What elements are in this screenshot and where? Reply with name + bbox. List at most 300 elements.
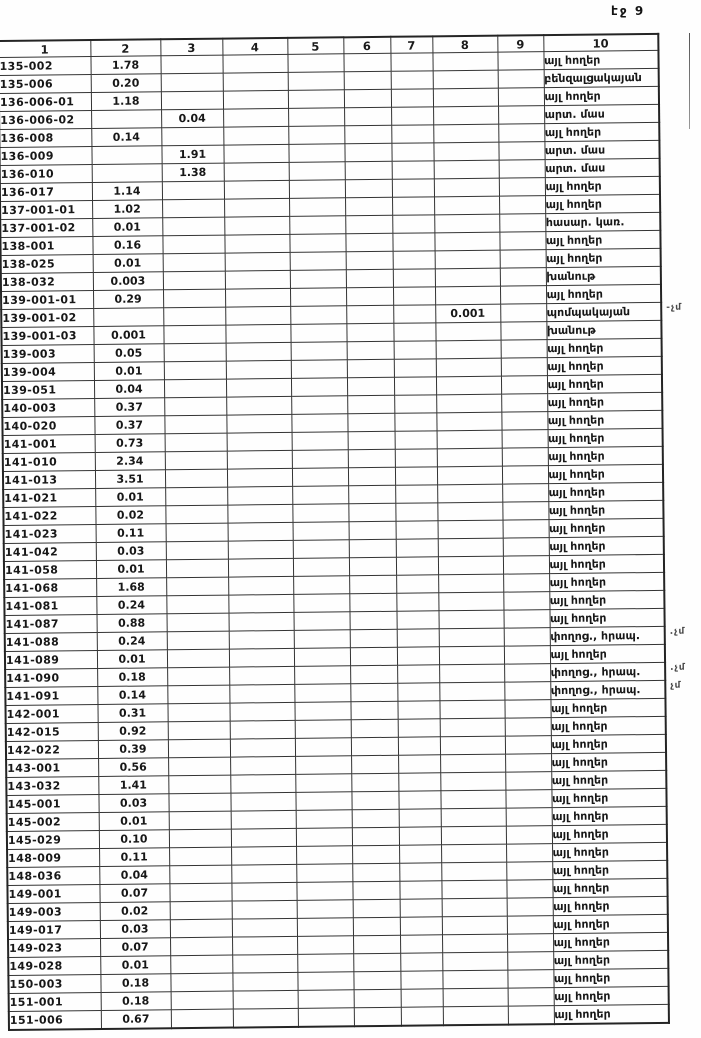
table-cell: [351, 773, 398, 792]
table-cell: [227, 468, 292, 487]
table-cell: [226, 414, 291, 433]
table-cell: [501, 358, 547, 376]
table-cell: [501, 412, 547, 430]
table-cell: [223, 90, 288, 109]
table-cell: [392, 161, 434, 179]
table-cell: [441, 808, 506, 827]
table-cell: 141-087: [5, 615, 97, 634]
table-cell: այլ հողեր: [553, 968, 668, 987]
table-cell: 138-032: [1, 273, 93, 292]
table-cell: այլ հողեր: [552, 806, 667, 825]
table-cell: [395, 503, 437, 521]
table-cell: այլ հողեր: [551, 734, 666, 753]
table-cell: 149-001: [7, 885, 99, 904]
table-cell: [436, 394, 501, 413]
table-cell: [354, 1007, 401, 1026]
table-cell: [349, 539, 396, 558]
table-cell: 143-001: [6, 759, 98, 778]
table-cell: այլ հողեր: [553, 896, 668, 915]
table-cell: [502, 430, 548, 448]
table-cell: [503, 574, 549, 592]
table-cell: [504, 628, 550, 646]
table-cell: [434, 160, 499, 179]
table-cell: 0.18: [100, 974, 170, 993]
table-cell: [440, 790, 505, 809]
table-cell: 0.003: [93, 272, 163, 291]
table-cell: [293, 576, 349, 595]
table-cell: [400, 899, 442, 917]
table-cell: 141-042: [4, 543, 96, 562]
table-cell: [297, 954, 353, 973]
table-cell: [294, 666, 350, 685]
table-cell: 0.04: [99, 866, 169, 885]
table-cell: 141-068: [4, 579, 96, 598]
table-cell: [295, 756, 351, 775]
table-cell: [348, 503, 395, 522]
table-cell: [231, 864, 296, 883]
table-cell: [504, 700, 550, 718]
table-cell: 0.01: [96, 560, 166, 579]
table-body: [0, 50, 669, 1030]
table-cell: [227, 504, 292, 523]
table-cell: [232, 972, 297, 991]
table-cell: այլ հողեր: [548, 464, 663, 483]
table-cell: [394, 341, 436, 359]
table-cell: այլ հողեր: [551, 716, 666, 735]
table-cell: [353, 917, 400, 936]
table-cell: [226, 342, 291, 361]
table-cell: [162, 235, 224, 254]
table-cell: [397, 647, 439, 665]
table-cell: [292, 504, 348, 523]
table-cell: 0.04: [94, 380, 164, 399]
table-cell: 142-022: [6, 741, 98, 760]
table-cell: [397, 629, 439, 647]
table-cell: [230, 738, 295, 757]
table-cell: [288, 108, 344, 127]
table-cell: [508, 988, 554, 1006]
table-cell: [344, 125, 391, 144]
table-cell: [503, 556, 549, 574]
table-cell: [398, 755, 440, 773]
table-cell: [353, 899, 400, 918]
table-cell: [344, 107, 391, 126]
table-cell: 0.01: [97, 650, 167, 669]
table-cell: [499, 160, 545, 178]
table-cell: 0.31: [97, 704, 167, 723]
table-cell: [499, 232, 545, 250]
table-cell: [432, 52, 497, 71]
table-cell: 1.18: [91, 92, 161, 111]
table-cell: այլ հողեր: [547, 410, 662, 429]
table-cell: [499, 196, 545, 214]
table-cell: [296, 882, 352, 901]
table-cell: բենզալցակայան: [544, 68, 659, 87]
table-cell: [437, 430, 502, 449]
table-cell: 1.78: [90, 56, 160, 75]
table-cell: [231, 882, 296, 901]
table-cell: 0.20: [91, 74, 161, 93]
table-cell: [507, 898, 553, 916]
table-cell: այլ հողեր: [549, 536, 664, 555]
table-cell: [223, 72, 288, 91]
table-cell: [441, 844, 506, 863]
table-cell: [294, 630, 350, 649]
table-cell: [165, 469, 227, 488]
table-cell: 0.24: [97, 632, 167, 651]
table-cell: այլ հողեր: [549, 554, 664, 573]
table-cell: [232, 900, 297, 919]
table-cell: [166, 577, 228, 596]
table-cell: պոմպակայան: [546, 302, 661, 321]
table-cell: [167, 685, 229, 704]
table-cell: [297, 900, 353, 919]
table-cell: [391, 89, 433, 107]
table-cell: 139-051: [2, 381, 94, 400]
table-cell: [401, 989, 443, 1007]
table-cell: [226, 396, 291, 415]
table-cell: [230, 774, 295, 793]
table-cell: [500, 304, 546, 322]
table-cell: [346, 305, 393, 324]
table-cell: [168, 739, 230, 758]
column-header-10: 10: [543, 34, 658, 52]
table-cell: [438, 520, 503, 539]
table-cell: [349, 593, 396, 612]
table-cell: 0.16: [92, 236, 162, 255]
table-cell: 0.18: [97, 668, 167, 687]
table-cell: [500, 322, 546, 340]
table-cell: [350, 701, 397, 720]
table-cell: [352, 827, 399, 846]
table-cell: [440, 772, 505, 791]
table-cell: [507, 970, 553, 988]
table-cell: [347, 395, 394, 414]
handwritten-margin-note: .չմ: [669, 626, 686, 637]
table-cell: [398, 773, 440, 791]
table-cell: [289, 162, 345, 181]
scan-edge-line: [689, 33, 690, 129]
table-cell: [394, 377, 436, 395]
table-cell: [353, 953, 400, 972]
table-cell: [393, 269, 435, 287]
table-cell: [226, 360, 291, 379]
table-cell: [438, 556, 503, 575]
table-cell: [504, 664, 550, 682]
table-cell: [346, 287, 393, 306]
table-cell: այլ հողեր: [552, 860, 667, 879]
table-cell: [440, 718, 505, 737]
table-cell: [233, 1008, 298, 1027]
table-cell: [400, 971, 442, 989]
table-cell: [400, 917, 442, 935]
table-cell: 0.56: [98, 758, 168, 777]
table-cell: 135-006: [0, 75, 91, 94]
table-cell: [498, 124, 544, 142]
table-cell: 139-001-01: [1, 291, 93, 310]
table-cell: [292, 432, 348, 451]
table-cell: [504, 646, 550, 664]
table-cell: [295, 774, 351, 793]
table-cell: 0.11: [96, 524, 166, 543]
table-cell: [290, 306, 346, 325]
table-cell: [288, 72, 344, 91]
table-cell: [349, 521, 396, 540]
table-cell: 0.37: [94, 398, 164, 417]
table-cell: [229, 612, 294, 631]
table-cell: [434, 232, 499, 251]
table-cell: արտ. մաս: [545, 158, 660, 177]
table-cell: [297, 936, 353, 955]
table-cell: [164, 361, 226, 380]
column-header-4: 4: [222, 38, 287, 55]
table-cell: [298, 990, 354, 1009]
table-cell: [504, 682, 550, 700]
column-header-8: 8: [432, 36, 497, 53]
table-cell: այլ հողեր: [543, 50, 658, 69]
table-cell: [161, 91, 223, 110]
table-cell: [93, 308, 163, 327]
table-cell: [163, 325, 225, 344]
table-cell: [349, 575, 396, 594]
table-cell: [440, 736, 505, 755]
table-cell: [344, 71, 391, 90]
table-cell: [435, 268, 500, 287]
table-cell: [166, 559, 228, 578]
table-cell: [164, 397, 226, 416]
table-cell: այլ հողեր: [548, 446, 663, 465]
table-cell: 0.29: [93, 290, 163, 309]
table-cell: այլ հողեր: [545, 194, 660, 213]
table-cell: [396, 593, 438, 611]
table-cell: 136-017: [0, 183, 92, 202]
table-cell: այլ հողեր: [553, 914, 668, 933]
table-cell: [295, 738, 351, 757]
table-cell: [395, 449, 437, 467]
table-cell: [399, 863, 441, 881]
table-cell: [227, 486, 292, 505]
table-cell: [293, 594, 349, 613]
table-cell: [347, 359, 394, 378]
table-cell: [505, 754, 551, 772]
table-cell: [229, 666, 294, 685]
table-cell: [398, 737, 440, 755]
table-cell: [395, 485, 437, 503]
table-cell: [399, 809, 441, 827]
table-cell: հասար. կառ.: [545, 212, 660, 231]
table-cell: [224, 162, 289, 181]
table-cell: [433, 124, 498, 143]
table-cell: 0.07: [99, 884, 169, 903]
table-cell: [161, 73, 223, 92]
column-header-7: 7: [390, 36, 432, 53]
table-cell: [225, 306, 290, 325]
table-cell: 141-001: [3, 435, 95, 454]
table-cell: [396, 539, 438, 557]
table-cell: [229, 684, 294, 703]
table-cell: [498, 142, 544, 160]
table-cell: 0.01: [99, 812, 169, 831]
table-cell: [291, 414, 347, 433]
table-cell: [499, 214, 545, 232]
table-cell: [289, 198, 345, 217]
table-cell: 136-008: [0, 129, 91, 148]
table-cell: 0.07: [100, 938, 170, 957]
table-cell: [392, 215, 434, 233]
handwritten-margin-note: .չմ: [670, 662, 686, 673]
table-cell: 1.68: [96, 578, 166, 597]
table-cell: 0.03: [96, 542, 166, 561]
table-cell: [231, 828, 296, 847]
table-cell: [393, 287, 435, 305]
table-cell: [294, 648, 350, 667]
table-cell: [396, 575, 438, 593]
column-header-2: 2: [90, 39, 160, 56]
table-cell: [506, 844, 552, 862]
table-cell: 1.91: [161, 145, 223, 164]
table-cell: [229, 702, 294, 721]
table-cell: [436, 358, 501, 377]
table-cell: 0.03: [100, 920, 170, 939]
table-cell: 135-002: [0, 57, 91, 76]
table-cell: [397, 683, 439, 701]
table-cell: այլ հողեր: [549, 518, 664, 537]
table-cell: 141-088: [5, 633, 97, 652]
table-cell: [440, 754, 505, 773]
table-cell: [223, 108, 288, 127]
table-cell: 140-020: [2, 417, 94, 436]
table-cell: [227, 432, 292, 451]
table-cell: [398, 719, 440, 737]
table-cell: [296, 846, 352, 865]
table-cell: [163, 253, 225, 272]
table-cell: [228, 576, 293, 595]
table-cell: խանութ: [546, 266, 661, 285]
table-cell: 149-028: [8, 956, 100, 975]
table-cell: [437, 502, 502, 521]
page-number-label: էջ 9: [611, 4, 646, 18]
table-cell: [288, 90, 344, 109]
table-cell: [165, 451, 227, 470]
table-cell: [165, 487, 227, 506]
table-cell: 1.41: [98, 776, 168, 795]
table-cell: [346, 251, 393, 270]
table-cell: [288, 126, 344, 145]
table-cell: [439, 646, 504, 665]
table-cell: [435, 322, 500, 341]
table-cell: [290, 288, 346, 307]
table-cell: [161, 127, 223, 146]
table-cell: [391, 71, 433, 89]
table-cell: [347, 341, 394, 360]
table-cell: այլ հողեր: [552, 842, 667, 861]
table-cell: [295, 720, 351, 739]
table-cell: 1.14: [92, 182, 162, 201]
table-cell: [350, 629, 397, 648]
table-cell: [164, 415, 226, 434]
table-cell: [165, 505, 227, 524]
table-cell: [291, 396, 347, 415]
table-cell: [346, 269, 393, 288]
handwritten-margin-note: -չմ: [666, 302, 683, 313]
table-cell: [506, 808, 552, 826]
table-cell: [351, 755, 398, 774]
table-cell: [160, 55, 222, 74]
table-cell: [228, 558, 293, 577]
table-cell: [349, 557, 396, 576]
table-cell: [167, 649, 229, 668]
table-cell: 141-058: [4, 561, 96, 580]
table-cell: 138-001: [0, 237, 92, 256]
column-header-6: 6: [343, 37, 390, 54]
table-cell: [166, 595, 228, 614]
table-cell: [503, 592, 549, 610]
table-cell: [505, 736, 551, 754]
table-cell: 145-029: [7, 831, 99, 850]
table-cell: 141-091: [5, 687, 97, 706]
table-cell: [348, 467, 395, 486]
table-cell: [164, 343, 226, 362]
table-cell: 145-001: [6, 795, 98, 814]
table-cell: [232, 918, 297, 937]
table-cell: [225, 270, 290, 289]
table-cell: [293, 558, 349, 577]
table-cell: արտ. մաս: [544, 140, 659, 159]
table-cell: 139-003: [2, 345, 94, 364]
table-cell: [395, 467, 437, 485]
table-cell: [230, 720, 295, 739]
table-cell: 141-021: [3, 489, 95, 508]
table-cell: 0.10: [99, 830, 169, 849]
table-cell: [391, 107, 433, 125]
table-cell: [294, 702, 350, 721]
table-cell: [351, 791, 398, 810]
table-cell: [223, 126, 288, 145]
table-cell: [394, 359, 436, 377]
table-cell: [353, 935, 400, 954]
table-cell: [433, 142, 498, 161]
table-cell: [392, 233, 434, 251]
table-cell: [397, 665, 439, 683]
table-cell: 0.01: [92, 218, 162, 237]
table-cell: [232, 936, 297, 955]
table-cell: [91, 146, 161, 165]
table-cell: այլ հողեր: [545, 230, 660, 249]
table-cell: 0.24: [96, 596, 166, 615]
table-cell: 0.37: [94, 416, 164, 435]
table-cell: [345, 215, 392, 234]
table-cell: [166, 541, 228, 560]
table-cell: 2.34: [95, 452, 165, 471]
table-cell: [290, 252, 346, 271]
table-cell: 0.01: [95, 488, 165, 507]
table-cell: այլ հողեր: [547, 392, 662, 411]
table-cell: [503, 520, 549, 538]
table-cell: 0.02: [100, 902, 170, 921]
table-cell: [223, 144, 288, 163]
column-header-1: 1: [0, 40, 90, 57]
table-cell: 1.02: [92, 200, 162, 219]
table-cell: [436, 376, 501, 395]
table-cell: 141-023: [4, 525, 96, 544]
table-cell: 141-081: [4, 597, 96, 616]
table-cell: 0.14: [97, 686, 167, 705]
table-cell: [170, 973, 232, 992]
table-cell: [500, 250, 546, 268]
table-cell: [224, 216, 289, 235]
table-cell: 0.03: [98, 794, 168, 813]
table-cell: [503, 610, 549, 628]
